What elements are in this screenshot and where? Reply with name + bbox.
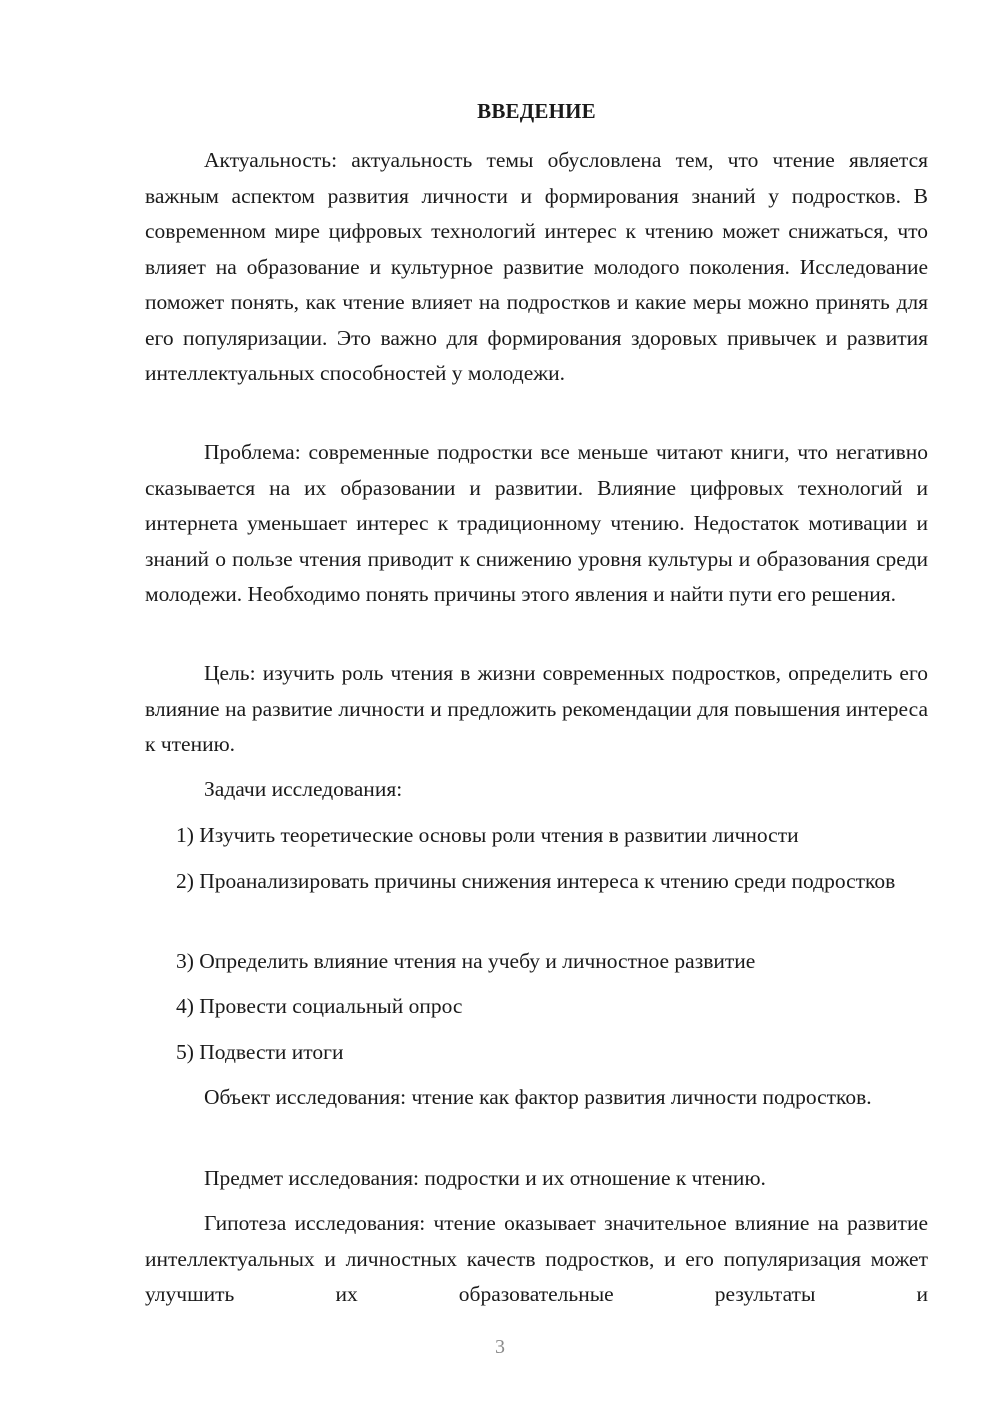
task-item: 1) Изучить теоретические основы роли чтения в развитии личности <box>176 823 799 847</box>
subject-paragraph: Предмет исследования: подростки и их отношение к чтению. <box>204 1166 766 1190</box>
object-paragraph: Объект исследования: чтение как фактор развития личности подростков. <box>204 1085 872 1109</box>
task-item: 4) Провести социальный опрос <box>176 994 463 1018</box>
task-item: 3) Определить влияние чтения на учебу и личностное развитие <box>176 949 756 973</box>
hypothesis-paragraph: Гипотеза исследования: чтение оказывает значительное влияние на развитие интеллектуальных и личностных качеств подростков, и его популяризация может улучшить их образовательные результаты и <box>145 1211 928 1306</box>
tasks-title: Задачи исследования: <box>204 777 403 801</box>
task-item: 2) Проанализировать причины снижения интереса к чтению среди подростков <box>176 869 896 893</box>
relevance-paragraph: Актуальность: актуальность темы обусловлена тем, что чтение является важным аспектом развития личности и формирования знаний у подростков. В современном мире цифровых технологий интерес к чтению может снижаться, что влияет на образование и культурное развитие молодого поколения. Исследование поможет понять, как чтение влияет на подростков и какие меры можно принять для его популяризации. Это важно для формирования здоровых привычек и развития интеллектуальных способностей у молодежи. <box>145 148 928 385</box>
goal-paragraph: Цель: изучить роль чтения в жизни современных подростков, определить его влияние на развитие личности и предложить рекомендации для повышения интереса к чтению. <box>145 661 928 756</box>
task-item: 5) Подвести итоги <box>176 1040 344 1064</box>
page-title: ВВЕДЕНИЕ <box>477 99 596 123</box>
problem-paragraph: Проблема: современные подростки все меньше читают книги, что негативно сказывается на их образовании и развитии. Влияние цифровых технологий и интернета уменьшает интерес к традиционному чтению. Недостаток мотивации и знаний о пользе чтения приводит к снижению уровня культуры и образования среди молодежи. Необходимо понять причины этого явления и найти пути его решения. <box>145 440 928 606</box>
page-number: 3 <box>495 1336 505 1358</box>
